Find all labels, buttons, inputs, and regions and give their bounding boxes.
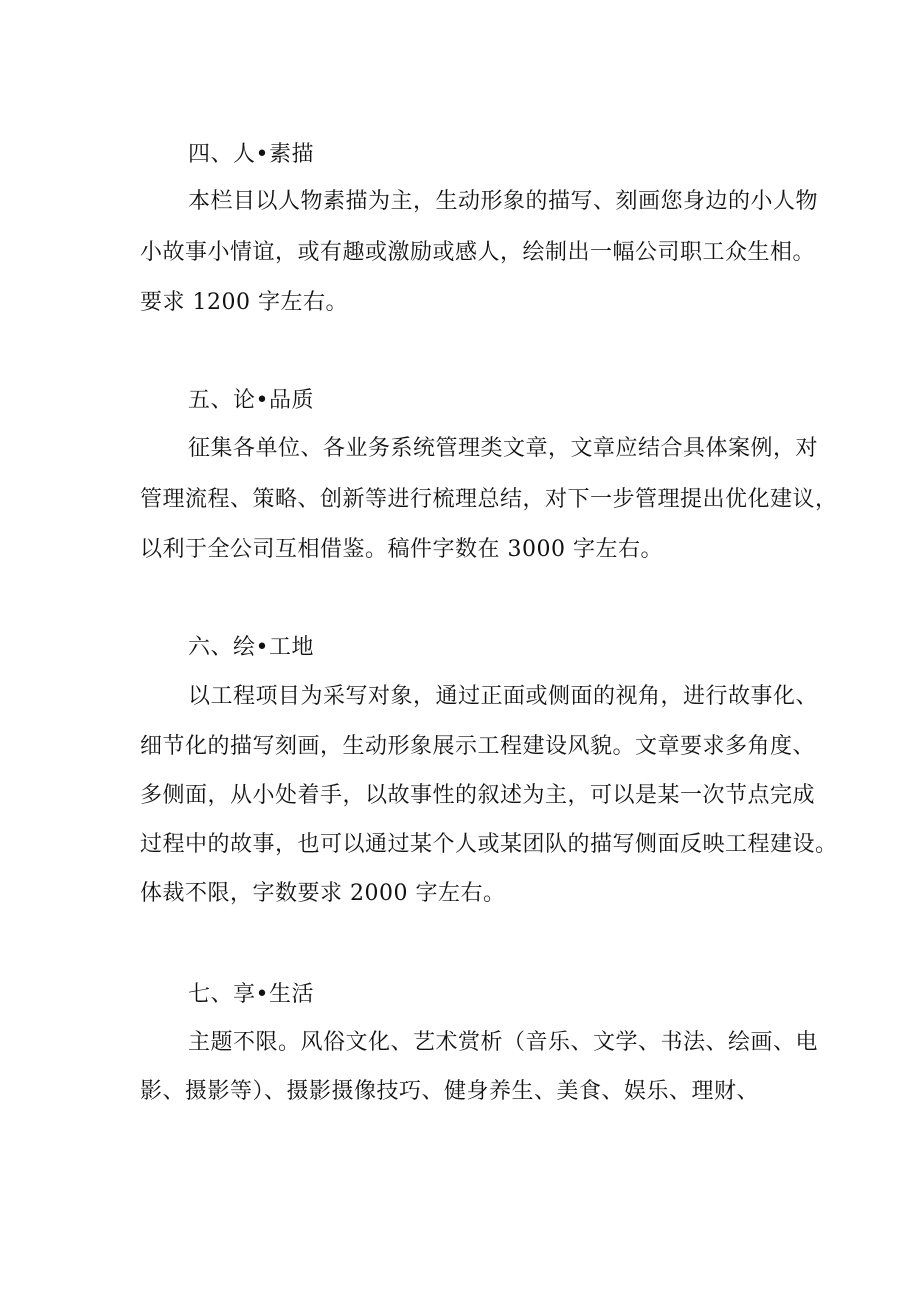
- paragraph-line: 体裁不限，字数要求 2000 字左右。: [140, 881, 506, 906]
- section-heading-7: 七、享•生活: [188, 982, 314, 1007]
- paragraph-line: 管理流程、策略、创新等进行梳理总结，对下一步管理提出优化建议，: [140, 487, 838, 512]
- paragraph-line: 以工程项目为采写对象，通过正面或侧面的视角，进行故事化、: [188, 684, 819, 709]
- paragraph-line: 影、摄影等）、摄影摄像技巧、健身养生、美食、娱乐、理财、: [140, 1079, 760, 1104]
- paragraph-line: 主题不限。风俗文化、艺术赏析（音乐、文学、书法、绘画、电: [188, 1030, 819, 1055]
- paragraph-line: 本栏目以人物素描为主，生动形象的描写、刻画您身边的小人物: [188, 189, 819, 214]
- paragraph-line: 多侧面，从小处着手，以故事性的叙述为主，可以是某一次节点完成: [140, 783, 816, 808]
- paragraph-line: 细节化的描写刻画，生动形象展示工程建设风貌。文章要求多角度、: [140, 734, 816, 759]
- paragraph-line: 小故事小情谊，或有趣或激励或感人，绘制出一幅公司职工众生相。: [140, 240, 816, 265]
- section-heading-6: 六、绘•工地: [188, 635, 314, 660]
- paragraph-line: 过程中的故事，也可以通过某个人或某团队的描写侧面反映工程建设。: [140, 832, 838, 857]
- paragraph-line: 要求 1200 字左右。: [140, 290, 348, 315]
- paragraph-line: 以利于全公司互相借鉴。稿件字数在 3000 字左右。: [140, 537, 663, 562]
- section-heading-5: 五、论•品质: [188, 388, 314, 413]
- section-heading-4: 四、人•素描: [188, 142, 314, 167]
- paragraph-line: 征集各单位、各业务系统管理类文章，文章应结合具体案例，对: [188, 436, 819, 461]
